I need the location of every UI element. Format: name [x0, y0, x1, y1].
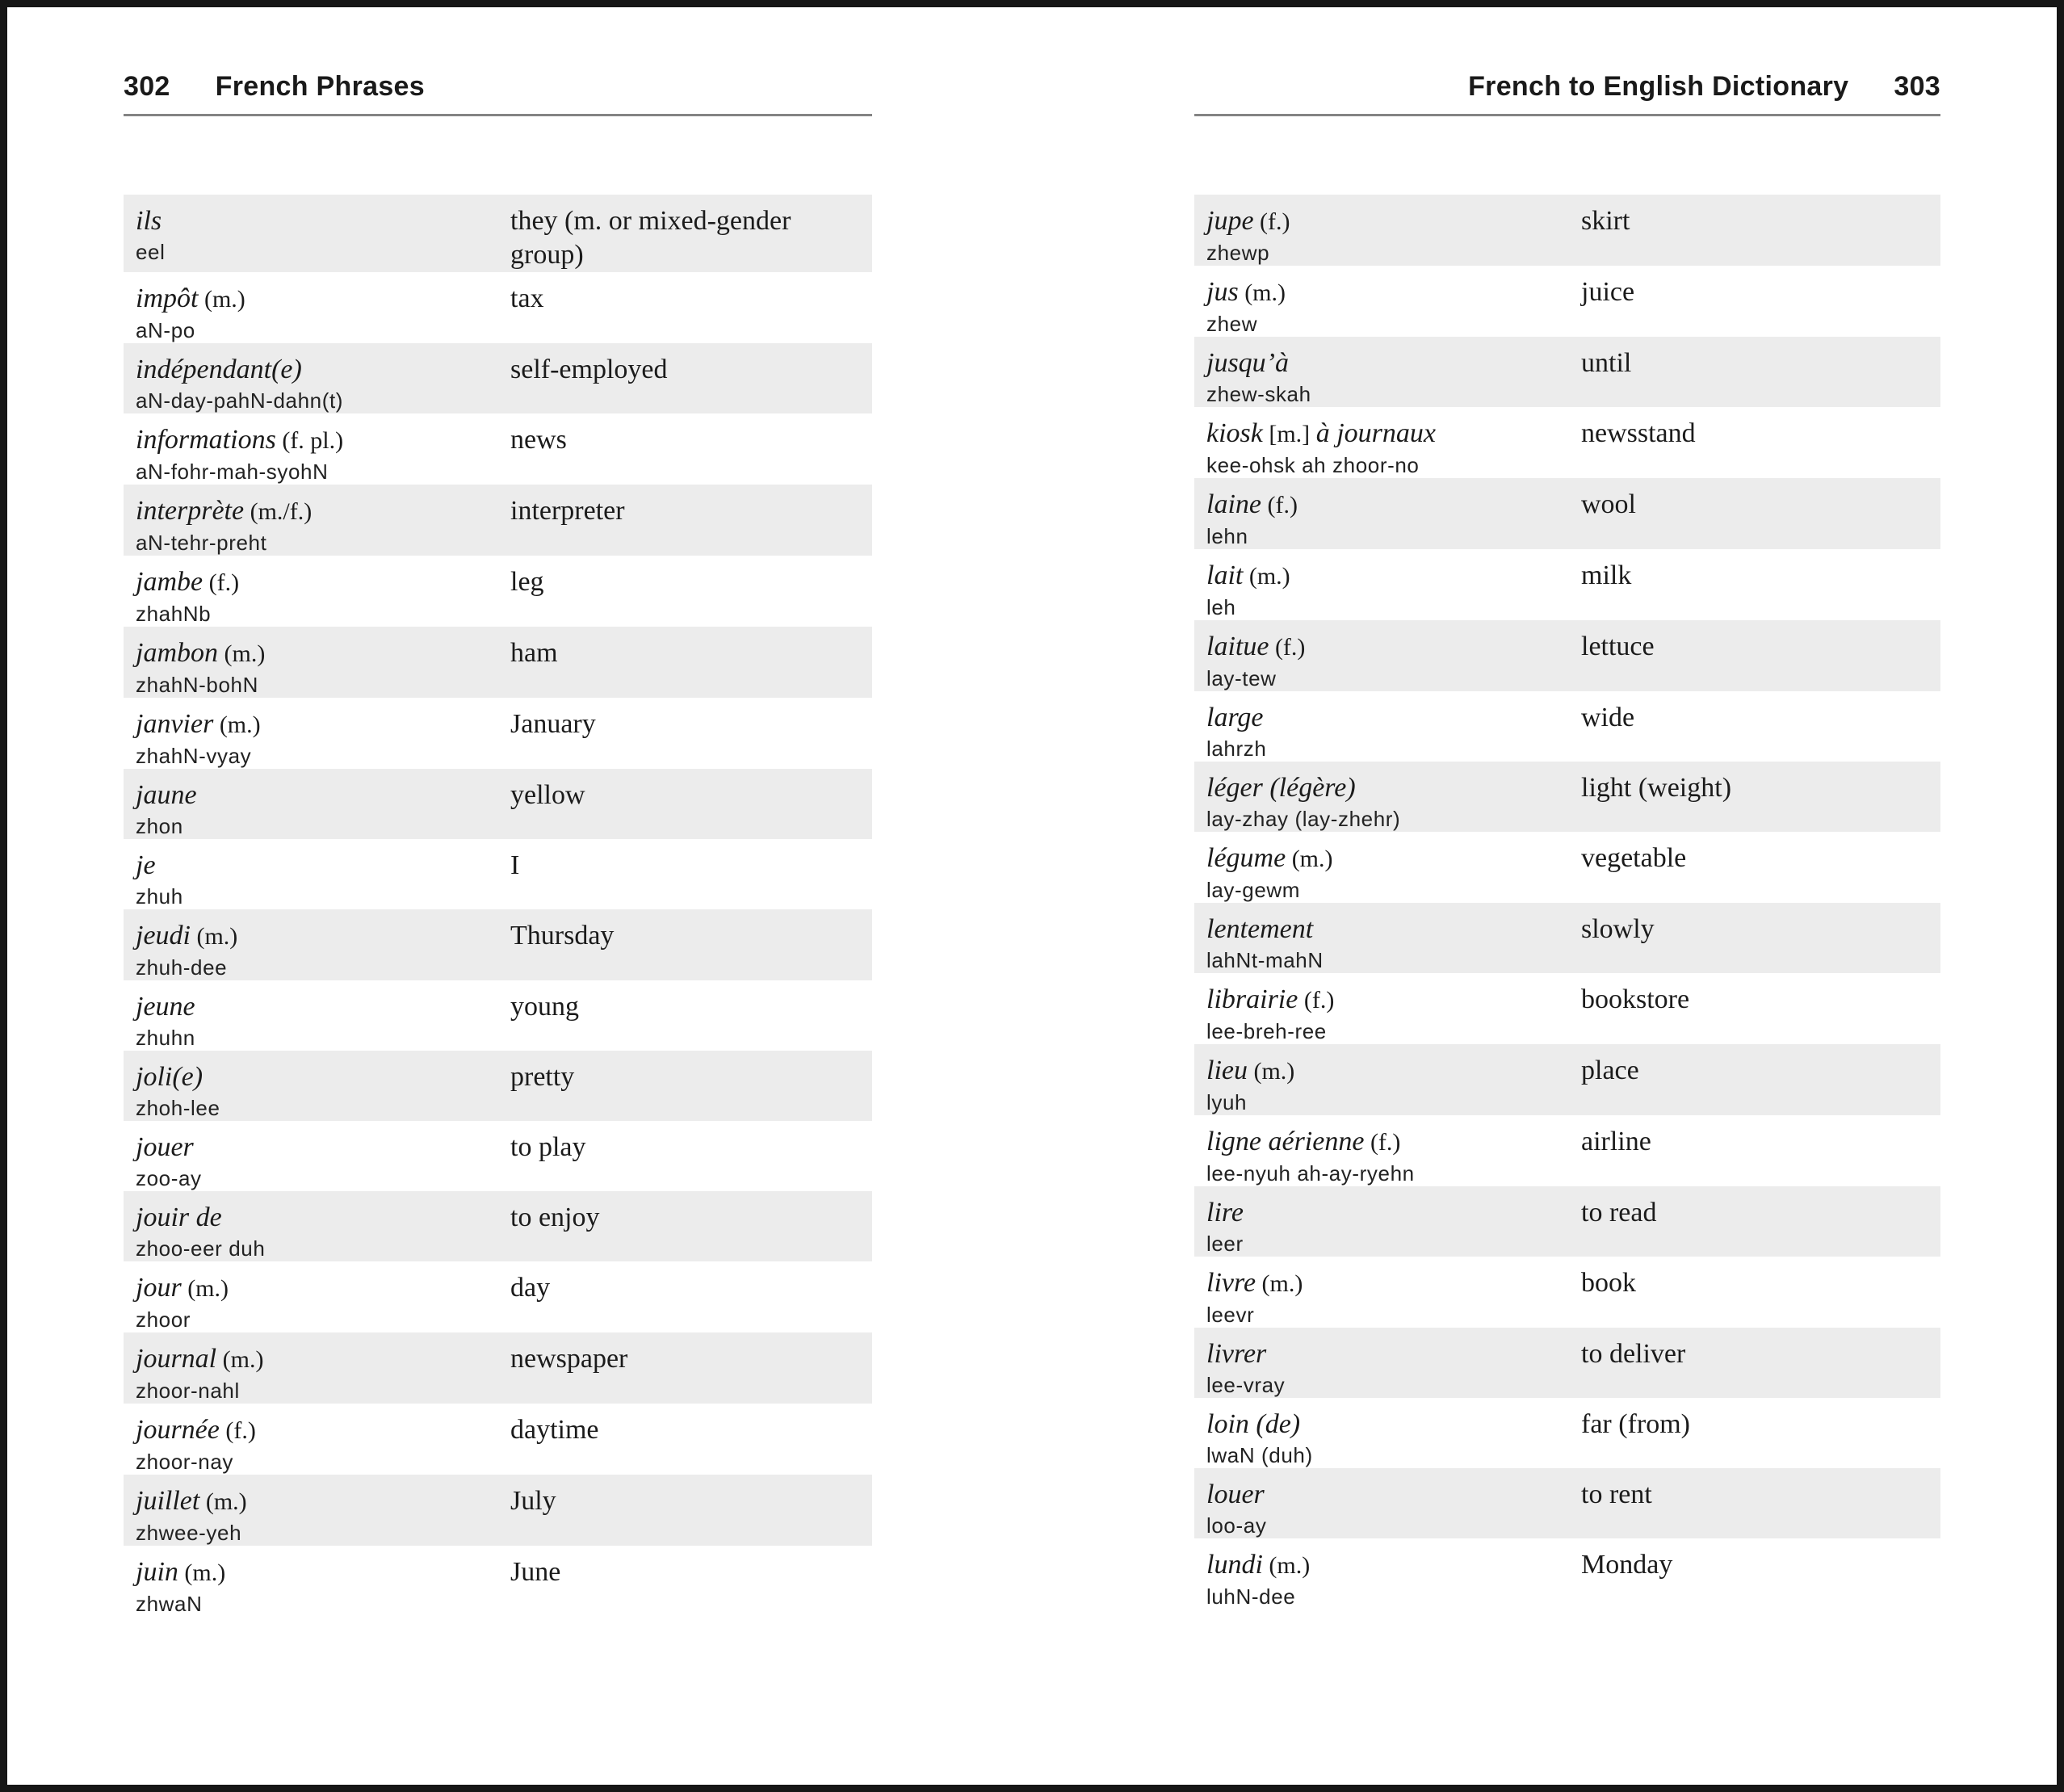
french-term — [1206, 1125, 1581, 1160]
french-gender-note: (m.) — [213, 711, 261, 738]
page-right-header — [1194, 48, 1940, 116]
entry-french-block — [1206, 701, 1581, 762]
dictionary-entry — [124, 556, 872, 627]
pronunciation: zhoor-nay — [136, 1450, 234, 1474]
french-word: lire — [1206, 1198, 1244, 1228]
french-term — [136, 1271, 510, 1306]
pronunciation: lahNt-mahN — [1206, 948, 1324, 972]
english-translation: leg — [510, 567, 544, 597]
pronunciation: aN-tehr-preht — [136, 531, 267, 555]
french-term — [136, 636, 510, 671]
french-gender-note: (f.) — [1253, 208, 1290, 235]
page-right — [1194, 48, 1940, 1609]
pronunciation: lehn — [1206, 524, 1248, 548]
french-word: lundi — [1206, 1550, 1263, 1580]
entry-french-block — [1206, 1125, 1581, 1186]
entry-french-block — [1206, 1266, 1581, 1328]
french-word: informations — [136, 425, 276, 455]
english-translation: pretty — [510, 1062, 575, 1092]
french-gender-note: (f.) — [1298, 987, 1335, 1014]
english-translation: July — [510, 1486, 556, 1516]
dictionary-entry — [1194, 832, 1940, 903]
french-term — [1206, 275, 1581, 310]
pronunciation: zhuhn — [136, 1026, 195, 1050]
pronunciation: zhahN-bohN — [136, 673, 258, 697]
english-translation: far (from) — [1581, 1409, 1690, 1439]
entry-french-block — [136, 1201, 510, 1261]
pronunciation: lahrzh — [1206, 737, 1267, 761]
dictionary-entry — [1194, 407, 1940, 478]
french-word: large — [1206, 703, 1264, 732]
french-term — [136, 1342, 510, 1377]
french-word: lait — [1206, 560, 1244, 590]
french-term — [136, 1555, 510, 1590]
english-translation: to enjoy — [510, 1202, 600, 1232]
french-gender-note: (f.) — [203, 569, 240, 596]
french-word: jeudi — [136, 921, 191, 951]
english-translation: airline — [1581, 1127, 1651, 1156]
dictionary-entry — [1194, 1044, 1940, 1115]
french-word: juin — [136, 1557, 178, 1587]
french-term — [1206, 1478, 1581, 1512]
french-word: jupe — [1206, 206, 1254, 236]
french-word: impôt — [136, 283, 199, 313]
french-word: louer — [1206, 1479, 1265, 1509]
french-gender-note: (m.) — [1247, 1058, 1295, 1085]
pronunciation: zhwaN — [136, 1592, 203, 1616]
english-translation: to deliver — [1581, 1339, 1686, 1369]
french-gender-note: (m.) — [216, 1346, 264, 1373]
dictionary-entry — [1194, 1398, 1940, 1468]
pronunciation: zhuh-dee — [136, 955, 228, 980]
french-term — [1206, 1408, 1581, 1442]
dictionary-entry — [124, 1261, 872, 1332]
french-term — [1206, 983, 1581, 1018]
page-left — [124, 48, 872, 1617]
french-gender-note: (f.) — [1269, 634, 1306, 661]
entry-french-block — [136, 565, 510, 627]
dictionary-entry — [124, 272, 872, 343]
english-translation: to read — [1581, 1198, 1657, 1228]
entry-french-block — [1206, 417, 1581, 478]
dictionary-entry — [1194, 1468, 1940, 1538]
english-translation: day — [510, 1273, 551, 1303]
english-translation: June — [510, 1557, 561, 1587]
french-term — [136, 353, 510, 387]
entry-french-block — [1206, 630, 1581, 691]
pronunciation: zhahN-vyay — [136, 744, 252, 768]
french-gender-note: (m.) — [1286, 846, 1333, 872]
pronunciation: aN-po — [136, 318, 195, 342]
french-gender-note: (m./f.) — [244, 498, 313, 525]
french-word: léger (légère) — [1206, 773, 1356, 803]
english-translation: Monday — [1581, 1550, 1673, 1580]
english-translation: slowly — [1581, 914, 1655, 944]
french-word: jaune — [136, 780, 197, 810]
english-translation: lettuce — [1581, 632, 1655, 661]
french-term — [136, 707, 510, 742]
entry-french-block — [136, 778, 510, 839]
dictionary-entry — [1194, 1328, 1940, 1398]
entry-french-block — [1206, 1196, 1581, 1257]
entry-french-block — [136, 849, 510, 909]
english-translation: January — [510, 709, 596, 739]
english-translation: interpreter — [510, 496, 625, 526]
dictionary-entry — [1194, 620, 1940, 691]
pronunciation: zhoor-nahl — [136, 1379, 240, 1403]
dictionary-entry — [124, 698, 872, 769]
french-term — [1206, 913, 1581, 946]
dictionary-entry — [124, 980, 872, 1051]
english-translation: wide — [1581, 703, 1635, 732]
french-word: lieu — [1206, 1055, 1248, 1085]
dictionary-entry — [124, 1546, 872, 1617]
english-translation: wool — [1581, 489, 1636, 519]
french-term — [136, 1201, 510, 1235]
french-gender-note: (f.) — [1364, 1129, 1401, 1156]
french-gender-note: (m.) — [1243, 563, 1290, 590]
french-word: laine — [1206, 489, 1261, 519]
pronunciation: leh — [1206, 595, 1236, 619]
french-term — [1206, 488, 1581, 522]
french-word: librairie — [1206, 984, 1298, 1014]
french-term — [1206, 1548, 1581, 1583]
french-gender-note: (f.) — [219, 1417, 256, 1444]
french-word: à journaux — [1315, 418, 1436, 448]
english-translation: ham — [510, 638, 558, 668]
french-gender-note: (m.) — [1262, 1552, 1311, 1579]
french-word: journée — [136, 1415, 220, 1445]
pronunciation: zhoo-eer duh — [136, 1236, 266, 1261]
english-translation: juice — [1581, 277, 1635, 307]
dictionary-entry — [124, 769, 872, 839]
french-gender-note: [m.] — [1262, 421, 1316, 447]
english-translation: vegetable — [1581, 843, 1687, 873]
entry-french-block — [1206, 913, 1581, 973]
pronunciation: zhuh — [136, 884, 183, 909]
french-gender-note: (f. pl.) — [275, 427, 344, 454]
entry-french-block — [1206, 204, 1581, 266]
dictionary-entry — [1194, 1538, 1940, 1609]
french-gender-note: (m.) — [1256, 1270, 1303, 1297]
entry-french-block — [136, 494, 510, 556]
entry-french-block — [1206, 275, 1581, 337]
french-gender-note: (m.) — [1238, 279, 1286, 306]
french-term — [136, 849, 510, 883]
dictionary-entry — [124, 485, 872, 556]
dictionary-entry — [1194, 1257, 1940, 1328]
pronunciation: lee-breh-ree — [1206, 1019, 1327, 1043]
pronunciation: zhewp — [1206, 241, 1270, 265]
french-word: je — [136, 850, 156, 880]
entry-french-block — [1206, 1548, 1581, 1609]
french-word: jusqu’à — [1206, 348, 1289, 378]
french-gender-note: (m.) — [181, 1275, 229, 1302]
french-word: jambon — [136, 638, 218, 668]
entry-french-block — [1206, 559, 1581, 620]
entry-french-block — [1206, 346, 1581, 407]
french-gender-note: (m.) — [218, 640, 266, 667]
french-term — [1206, 841, 1581, 876]
entry-french-block — [136, 1060, 510, 1121]
pronunciation: zhew-skah — [1206, 382, 1311, 406]
french-gender-note: (m.) — [190, 923, 238, 950]
page-left-number: 302 — [124, 71, 170, 102]
english-translation: I — [510, 850, 520, 880]
english-translation: newspaper — [510, 1344, 628, 1374]
english-translation: bookstore — [1581, 984, 1690, 1014]
entry-french-block — [136, 423, 510, 485]
page-left-title: French Phrases — [215, 71, 425, 102]
entry-french-block — [136, 353, 510, 413]
english-translation: young — [510, 992, 579, 1022]
english-translation: place — [1581, 1055, 1639, 1085]
dictionary-entry — [124, 195, 872, 272]
french-word: laitue — [1206, 632, 1269, 661]
dictionary-entry — [124, 1332, 872, 1404]
entry-french-block — [1206, 771, 1581, 832]
french-term — [1206, 1196, 1581, 1230]
french-word: lentement — [1206, 914, 1314, 944]
french-term — [1206, 701, 1581, 735]
french-gender-note: (m.) — [199, 1488, 247, 1515]
french-term — [136, 1413, 510, 1448]
french-term — [1206, 1054, 1581, 1089]
entry-french-block — [1206, 1478, 1581, 1538]
pronunciation: lee-nyuh ah-ay-ryehn — [1206, 1161, 1415, 1186]
french-term — [136, 423, 510, 458]
page-right-title: French to English Dictionary — [1468, 71, 1849, 102]
dictionary-entry — [1194, 337, 1940, 407]
french-word: interprète — [136, 496, 245, 526]
entry-french-block — [136, 919, 510, 980]
french-term — [136, 204, 510, 238]
french-term — [136, 1484, 510, 1519]
french-term — [136, 282, 510, 317]
french-word: kiosk — [1206, 418, 1263, 448]
pronunciation: leer — [1206, 1232, 1244, 1256]
entry-french-block — [136, 636, 510, 698]
english-translation: newsstand — [1581, 418, 1696, 448]
pronunciation: kee-ohsk ah zhoor-no — [1206, 453, 1420, 477]
pronunciation: zhoor — [136, 1307, 191, 1332]
pronunciation: lay-zhay (lay-zhehr) — [1206, 807, 1401, 831]
dictionary-entry — [124, 1051, 872, 1121]
pronunciation: zhoh-lee — [136, 1096, 220, 1120]
english-translation: to rent — [1581, 1479, 1652, 1509]
dictionary-entry — [124, 1404, 872, 1475]
dictionary-entry — [1194, 266, 1940, 337]
pronunciation: zhew — [1206, 312, 1258, 336]
dictionary-entry — [124, 1121, 872, 1191]
french-term — [1206, 346, 1581, 380]
pronunciation: zhahNb — [136, 602, 212, 626]
dictionary-entry — [1194, 903, 1940, 973]
dictionary-entry — [1194, 549, 1940, 620]
entry-french-block — [136, 990, 510, 1051]
dictionary-entry — [1194, 478, 1940, 549]
french-word: loin (de) — [1206, 1409, 1301, 1439]
entry-french-block — [136, 204, 510, 272]
dictionary-entry — [124, 839, 872, 909]
pronunciation: zhon — [136, 814, 183, 838]
french-word: jouer — [136, 1132, 194, 1162]
entry-french-block — [136, 1413, 510, 1475]
english-translation: news — [510, 425, 567, 455]
pronunciation: loo-ay — [1206, 1513, 1267, 1538]
english-translation: tax — [510, 283, 544, 313]
pronunciation: lwaN (duh) — [1206, 1443, 1313, 1467]
entry-french-block — [1206, 488, 1581, 549]
english-translation: until — [1581, 348, 1632, 378]
pronunciation: zhwee-yeh — [136, 1521, 242, 1545]
pronunciation: aN-fohr-mah-syohN — [136, 460, 329, 484]
english-translation: light (weight) — [1581, 773, 1732, 803]
dictionary-entry — [124, 627, 872, 698]
english-translation: to play — [510, 1132, 586, 1162]
entry-french-block — [136, 1555, 510, 1617]
entry-french-block — [136, 282, 510, 343]
dictionary-entry — [124, 343, 872, 413]
page-right-entries — [1194, 195, 1940, 1609]
dictionary-entry — [1194, 691, 1940, 762]
entry-french-block — [1206, 841, 1581, 903]
french-term — [1206, 630, 1581, 665]
french-word: jeune — [136, 992, 195, 1022]
french-term — [136, 494, 510, 529]
french-term — [136, 565, 510, 600]
french-word: jus — [1206, 277, 1239, 307]
pronunciation: lay-tew — [1206, 666, 1277, 690]
dictionary-entry — [124, 1191, 872, 1261]
entry-french-block — [136, 1271, 510, 1332]
french-word: ils — [136, 206, 162, 236]
english-translation: self-employed — [510, 355, 668, 384]
french-word: jour — [136, 1273, 182, 1303]
english-translation: they (m. or mixed-gender group) — [510, 206, 791, 270]
pronunciation: lay-gewm — [1206, 878, 1301, 902]
page-left-header — [124, 48, 872, 116]
page-right-number: 303 — [1894, 71, 1940, 102]
french-gender-note: (m.) — [178, 1559, 226, 1586]
french-term — [1206, 1337, 1581, 1371]
french-word: ligne aérienne — [1206, 1127, 1365, 1156]
pronunciation: lee-vray — [1206, 1373, 1286, 1397]
french-gender-note: (f.) — [1261, 492, 1298, 518]
entry-french-block — [1206, 983, 1581, 1044]
dictionary-entry — [1194, 195, 1940, 266]
french-term — [1206, 559, 1581, 594]
entry-french-block — [136, 1484, 510, 1546]
french-term — [136, 778, 510, 812]
dictionary-entry — [1194, 1186, 1940, 1257]
french-word: indépendant(e) — [136, 355, 302, 384]
entry-french-block — [1206, 1337, 1581, 1398]
french-term — [136, 1131, 510, 1165]
french-word: légume — [1206, 843, 1286, 873]
entry-french-block — [136, 707, 510, 769]
english-translation: daytime — [510, 1415, 599, 1445]
dictionary-entry — [1194, 973, 1940, 1044]
page-left-entries — [124, 195, 872, 1617]
pronunciation: luhN-dee — [1206, 1584, 1296, 1609]
entry-french-block — [136, 1342, 510, 1404]
dictionary-entry — [124, 1475, 872, 1546]
french-term — [1206, 417, 1581, 451]
french-word: livrer — [1206, 1339, 1267, 1369]
pronunciation: lyuh — [1206, 1090, 1248, 1114]
entry-french-block — [136, 1131, 510, 1191]
dictionary-entry — [124, 909, 872, 980]
entry-french-block — [1206, 1408, 1581, 1468]
french-term — [1206, 1266, 1581, 1301]
english-translation: book — [1581, 1268, 1636, 1298]
french-term — [136, 919, 510, 954]
english-translation: yellow — [510, 780, 585, 810]
french-word: journal — [136, 1344, 217, 1374]
pronunciation: aN-day-pahN-dahn(t) — [136, 388, 344, 413]
french-word: joli(e) — [136, 1062, 203, 1092]
pronunciation: zoo-ay — [136, 1166, 202, 1190]
dictionary-entry — [1194, 762, 1940, 832]
french-term — [136, 1060, 510, 1094]
french-word: livre — [1206, 1268, 1256, 1298]
entry-french-block — [1206, 1054, 1581, 1115]
french-word: jambe — [136, 567, 203, 597]
english-translation: Thursday — [510, 921, 615, 951]
english-translation: skirt — [1581, 206, 1630, 236]
dictionary-entry — [124, 413, 872, 485]
french-term — [1206, 204, 1581, 239]
english-translation: milk — [1581, 560, 1632, 590]
french-term — [1206, 771, 1581, 805]
dictionary-entry — [1194, 1115, 1940, 1186]
pronunciation: eel — [136, 240, 166, 264]
french-word: jouir de — [136, 1202, 222, 1232]
french-term — [136, 990, 510, 1024]
french-word: juillet — [136, 1486, 200, 1516]
french-word: janvier — [136, 709, 214, 739]
pronunciation: leevr — [1206, 1303, 1255, 1327]
french-gender-note: (m.) — [198, 286, 245, 313]
